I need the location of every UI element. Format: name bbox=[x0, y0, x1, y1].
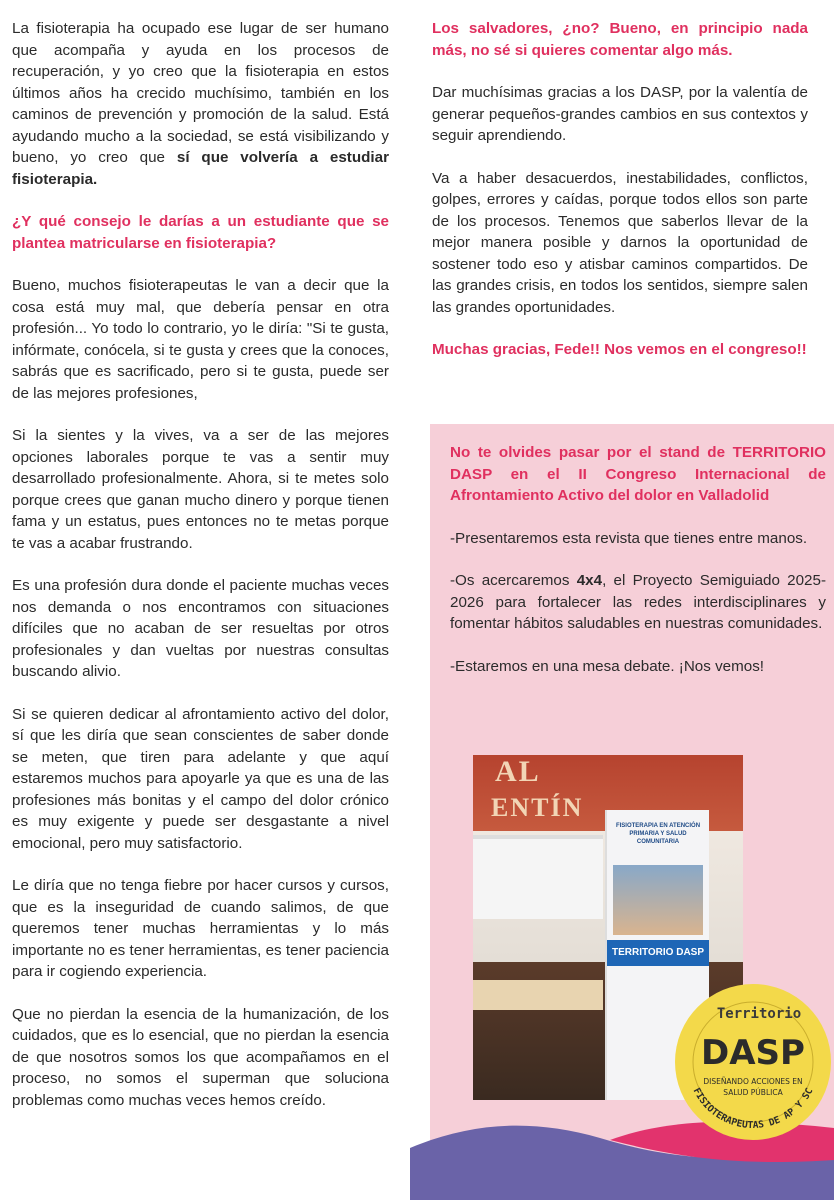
callout-item-3: -Estaremos en una mesa debate. ¡Nos vemos! bbox=[450, 657, 765, 675]
left-paragraph-6: Le diría que no tenga fiebre por hacer cursos y cursos, que es la inseguridad de cuando salimos, de que queremos tener muchas herramientas y lo más importante no es tener herramientas, es tener paciencia para ir cogiendo experiencia. bbox=[12, 877, 389, 980]
callout-item-2: -Os acercaremos 4x4, el Proyecto Semiguiado 2025-2026 para fortalecer las redes interdisciplinares y fomentar hábitos saludables en nuestras comunidades. bbox=[450, 572, 827, 632]
left-paragraph-4: Es una profesión dura donde el paciente muchas veces nos demanda o nos encontramos con situaciones difíciles que no acaban de ser resueltas por otros profesionales y dan vueltas por nuestras consultas buscando alivio. bbox=[12, 577, 389, 680]
banner-photo bbox=[613, 865, 703, 935]
callout-content bbox=[450, 442, 826, 698]
left-paragraph-1: La fisioterapia ha ocupado ese lugar de ser humano que acompaña y ayuda en los procesos de recuperación, y yo creo que la fisioterapia en estos últimos años ha crecido muchísimo, también en los caminos de prevención y promoción de la salud. Está ayudando mucho a la sociedad, se está visibilizando y bueno, yo creo que sí que volvería a estudiar fisioterapia. bbox=[12, 20, 389, 188]
logo-sub-text-1: DISEÑANDO ACCIONES EN bbox=[703, 1077, 803, 1086]
right-paragraph-1: Dar muchísimas gracias a los DASP, por la valentía de generar pequeños-grandes cambios en sus contextos y seguir aprendiendo. bbox=[432, 84, 808, 144]
logo-main-text: DASP bbox=[701, 1033, 805, 1073]
left-paragraph-5: Si se quieren dedicar al afrontamiento activo del dolor, sí que les diría que sean conscientes de saber donde se meten, que tiren para adelante y que aquí estaremos muchos para apoyarle ya que es una de las profesiones más bonitas y el campo del dolor crónico es muy exigente y puede ser desgastante a nivel emocional, pero muy satisfactorio. bbox=[12, 705, 389, 852]
banner-title: FISIOTERAPIA EN ATENCIÓN PRIMARIA Y SALUD COMUNITARIA bbox=[615, 823, 701, 845]
logo-ring-text: FISIOTERAPEUTAS DE AP Y SC bbox=[690, 1086, 816, 1132]
callout-item-1: -Presentaremos esta revista que tienes entre manos. bbox=[450, 529, 808, 547]
wall-sign-text-2: ENTÍN bbox=[491, 793, 584, 822]
interview-question: ¿Y qué consejo le darías a un estudiante que se plantea matricularse en fisioterapia? bbox=[12, 213, 389, 252]
right-paragraph-2: Va a haber desacuerdos, inestabilidades, conflictos, golpes, errores y caídas, porque todos ellos son parte de los procesos. Tenemos que saberlos llevar de la mejor manera posible y darnos la oportunidad de sostener todo eso y atisbar caminos compartidos. De las grandes crisis, en todos los sentidos, siempre salen las grandes oportunidades. bbox=[432, 169, 808, 316]
logo-top-text: Territorio bbox=[716, 1006, 802, 1022]
interview-question-final: Los salvadores, ¿no? Bueno, en principio nada más, no sé si quieres comentar algo más. bbox=[432, 20, 808, 59]
tent bbox=[473, 835, 603, 919]
left-paragraph-7: Que no pierdan la esencia de la humanización, de los cuidados, que es lo esencial, que no pierdan la esencia de que nosotros somos los que acompañamos en el proceso, no somos el superman que soluciona problemas como muchas veces hemos creído. bbox=[12, 1005, 389, 1109]
logo-sub-text-2: SALUD PÚBLICA bbox=[723, 1088, 783, 1097]
left-paragraph-1-bold: sí que volvería a estudiar fisioterapia. bbox=[12, 149, 389, 188]
callout-title: No te olvides pasar por el stand de TERRITORIO DASP en el II Congreso Internacional de Afrontamiento Activo del dolor en Valladolid bbox=[450, 444, 826, 504]
territorio-dasp-logo bbox=[673, 982, 833, 1142]
wall-sign-text-1: AL bbox=[495, 755, 541, 788]
left-paragraph-2: Bueno, muchos fisioterapeutas le van a decir que la cosa está muy mal, que debería pensar en otra profesión... Yo todo lo contrario, yo le diría: "Si te gusta, infórmate, conócela, si te gusta y crees que la conoces, sabrás que es sacrificado, pero si te gusta, puede ser de las mejores profesiones, bbox=[12, 277, 389, 402]
left-paragraph-3: Si la sientes y la vives, va a ser de las mejores opciones laborales porque te vas a sentir muy desarrollado profesionalmente. Ahora, si te metes solo porque crees que ganan mucho dinero y porque tienen fama y un estatus, pues entonces no te metas porque te vas a acabar frustrando. bbox=[12, 427, 389, 552]
banner-brand-strip: TERRITORIO DASP bbox=[607, 940, 709, 966]
right-column bbox=[432, 18, 808, 382]
closing-thanks: Muchas gracias, Fede!! Nos vemos en el congreso!! bbox=[432, 341, 807, 358]
left-column bbox=[12, 18, 389, 1132]
display-table bbox=[473, 980, 603, 1010]
